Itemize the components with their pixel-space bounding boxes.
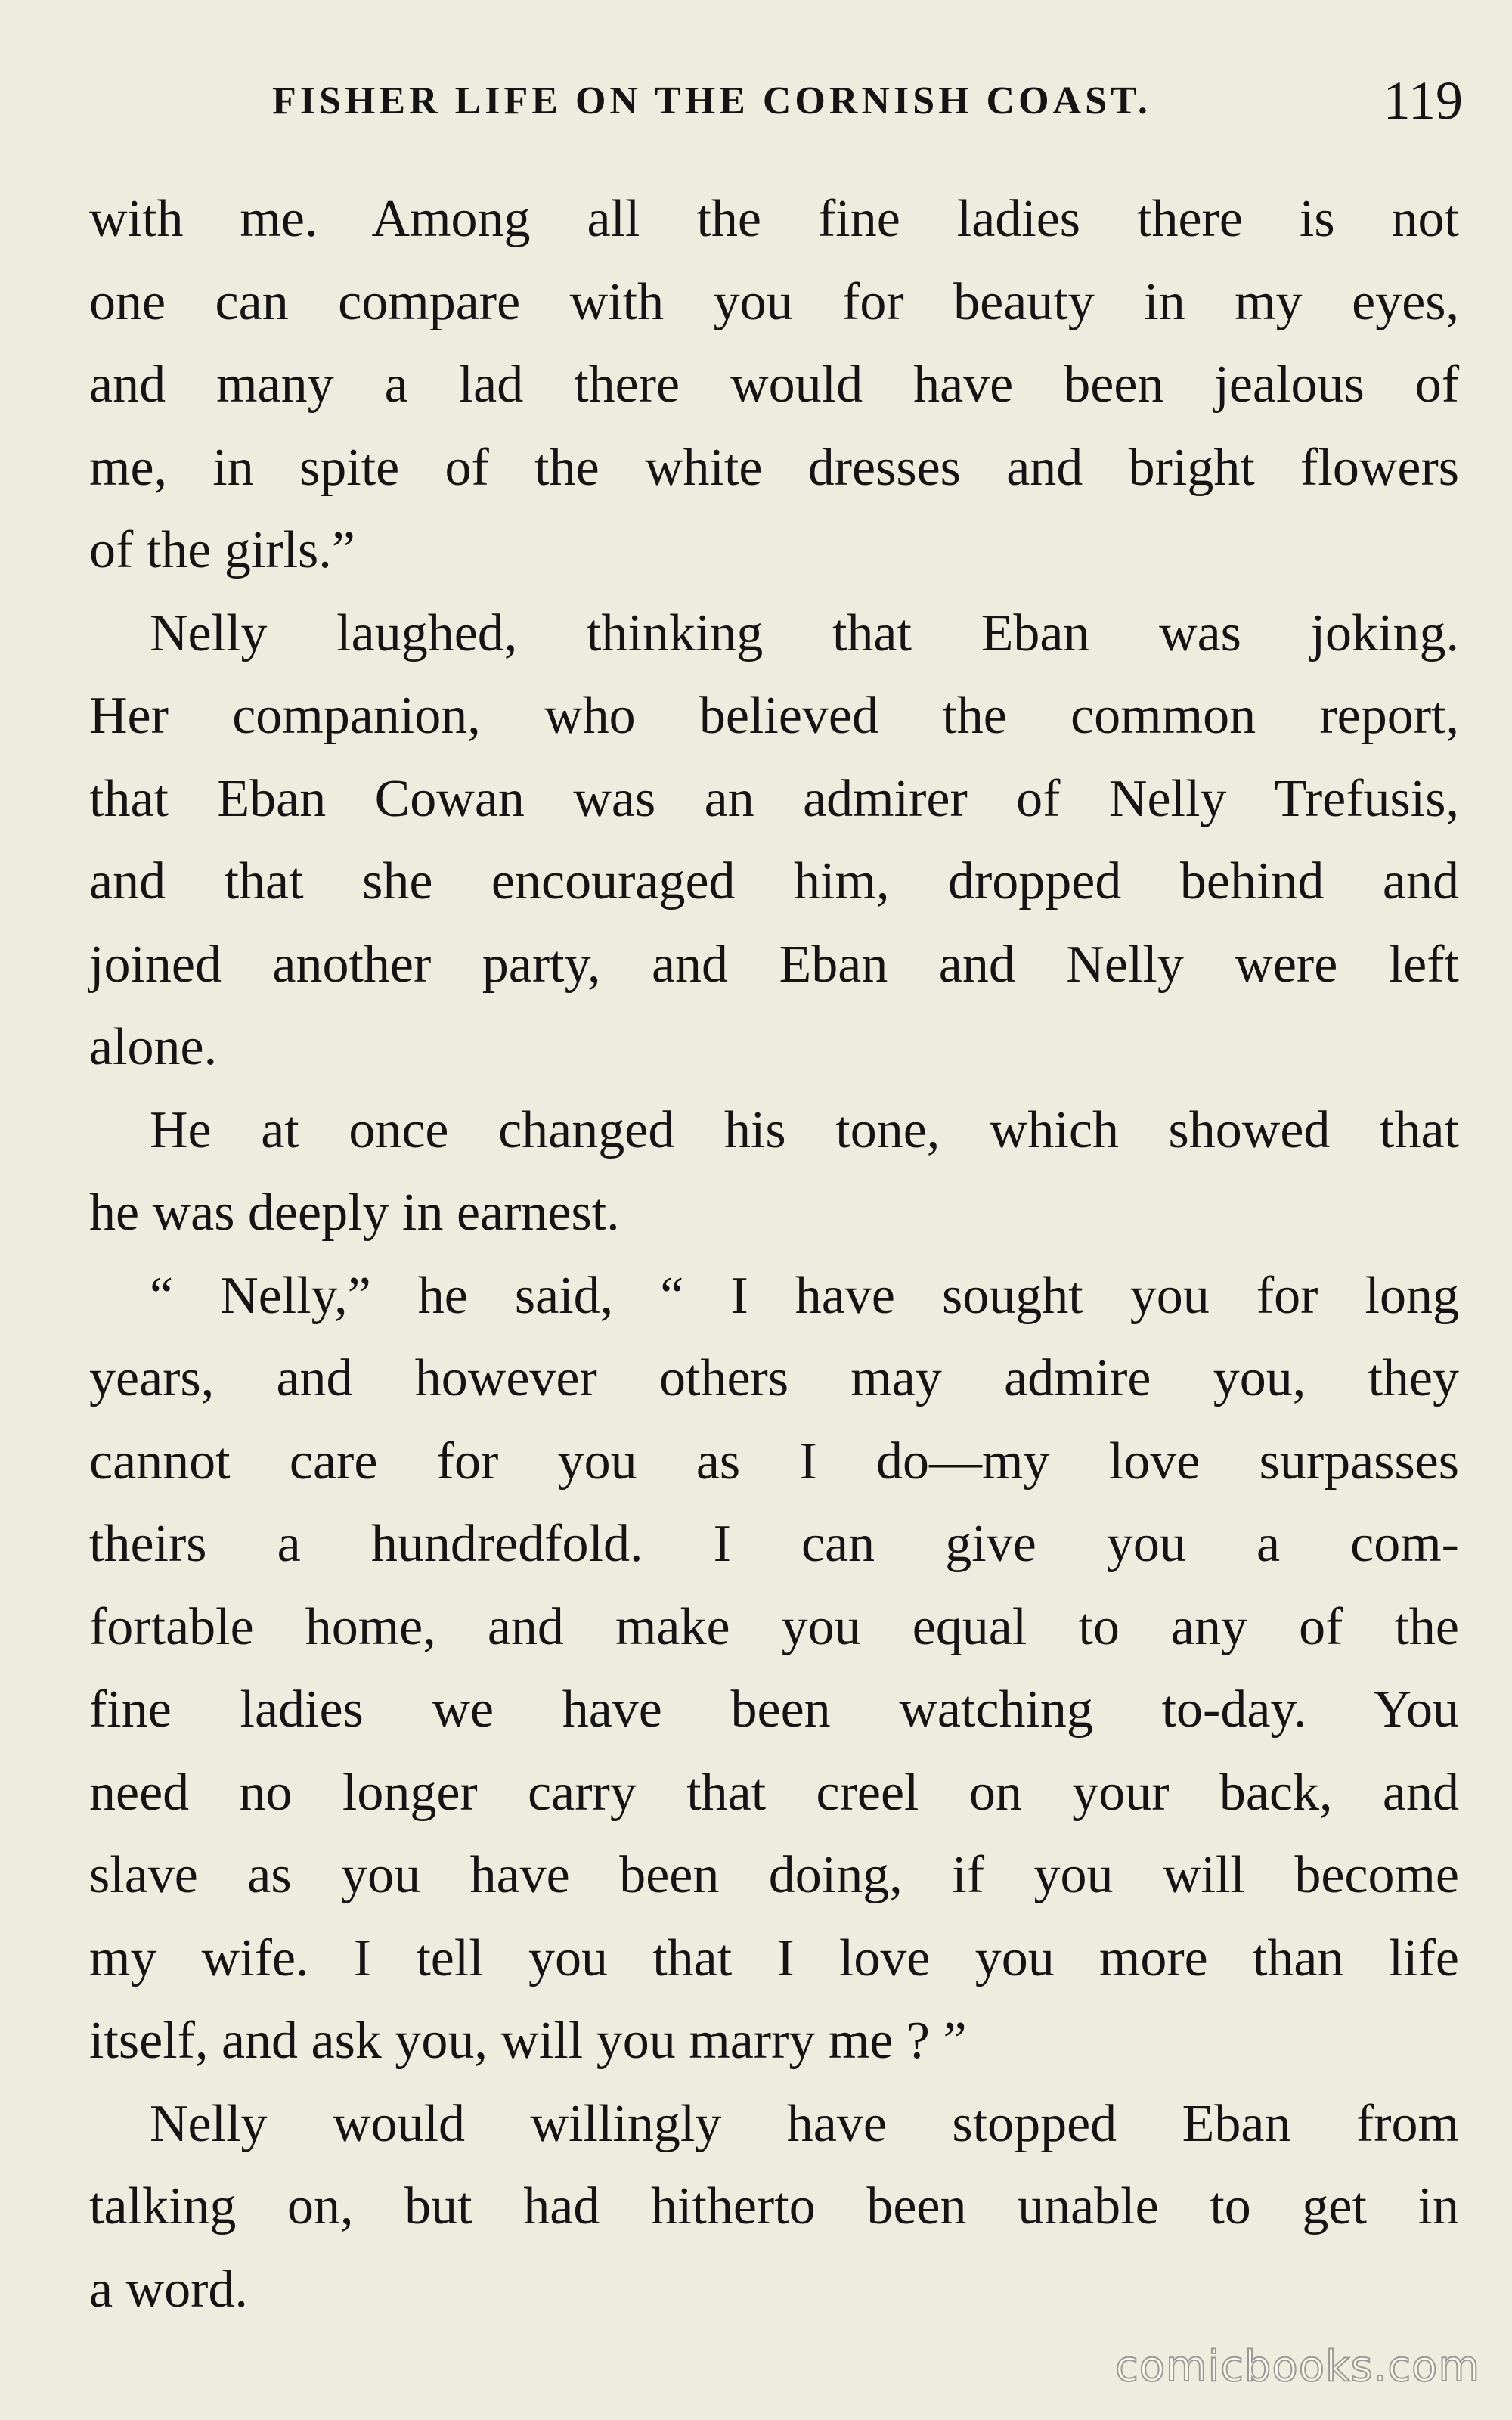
text-line: that Eban Cowan was an admirer of Nelly Trefusis, [89,769,1459,828]
running-header [272,70,1463,138]
text-line: a word. [89,2260,248,2319]
text-line: me, in spite of the white dresses and bright flowers [89,438,1459,497]
text-line: with me. Among all the fine ladies there is not [89,190,1459,248]
paragraph-5 [89,2083,1459,2332]
text-line: fortable home, and make you equal to any of the [89,1597,1459,1656]
text-line: one can compare with you for beauty in my eyes, [89,272,1459,331]
watermark: comicbooks.com [1114,2342,1480,2391]
text-line: and that she encouraged him, dropped behind and [89,852,1459,911]
text-line: cannot care for you as I do—my love surpasses [89,1432,1459,1491]
text-line: fine ladies we have been watching to-day. You [89,1680,1459,1739]
paragraph-3 [89,1089,1459,1255]
text-line: slave as you have been doing, if you will become [89,1846,1459,1904]
text-line: need no longer carry that creel on your back, and [89,1763,1459,1822]
text-line: He at once changed his tone, which showed that [150,1100,1459,1159]
text-line: “ Nelly,” he said, “ I have sought you for long [150,1266,1459,1325]
text-line: and many a lad there would have been jealous of [89,355,1459,414]
text-line: Nelly would willingly have stopped Eban from [150,2094,1459,2153]
paragraph-4 [89,1255,1459,2083]
text-line: joined another party, and Eban and Nelly were left [89,935,1459,994]
text-line: years, and however others may admire you, they [89,1349,1459,1407]
text-line: Her companion, who believed the common report, [89,687,1459,745]
paragraph-1 [89,178,1459,592]
text-line: my wife. I tell you that I love you more than life [89,1928,1459,1987]
text-line: of the girls.” [89,521,355,579]
text-line: alone. [89,1018,218,1076]
text-line: he was deeply in earnest. [89,1184,620,1242]
text-line: itself, and ask you, will you marry me ? ” [89,2012,967,2070]
text-line: talking on, but had hitherto been unable to get in [89,2177,1459,2235]
paragraph-2 [89,592,1459,1089]
text-line: theirs a hundredfold. I can give you a com- [89,1515,1459,1573]
running-head-title: FISHER LIFE ON THE CORNISH COAST. [272,79,1151,123]
page-number: 119 [1383,70,1463,131]
body-text [89,178,1459,2331]
text-line: Nelly laughed, thinking that Eban was joking. [150,603,1459,662]
